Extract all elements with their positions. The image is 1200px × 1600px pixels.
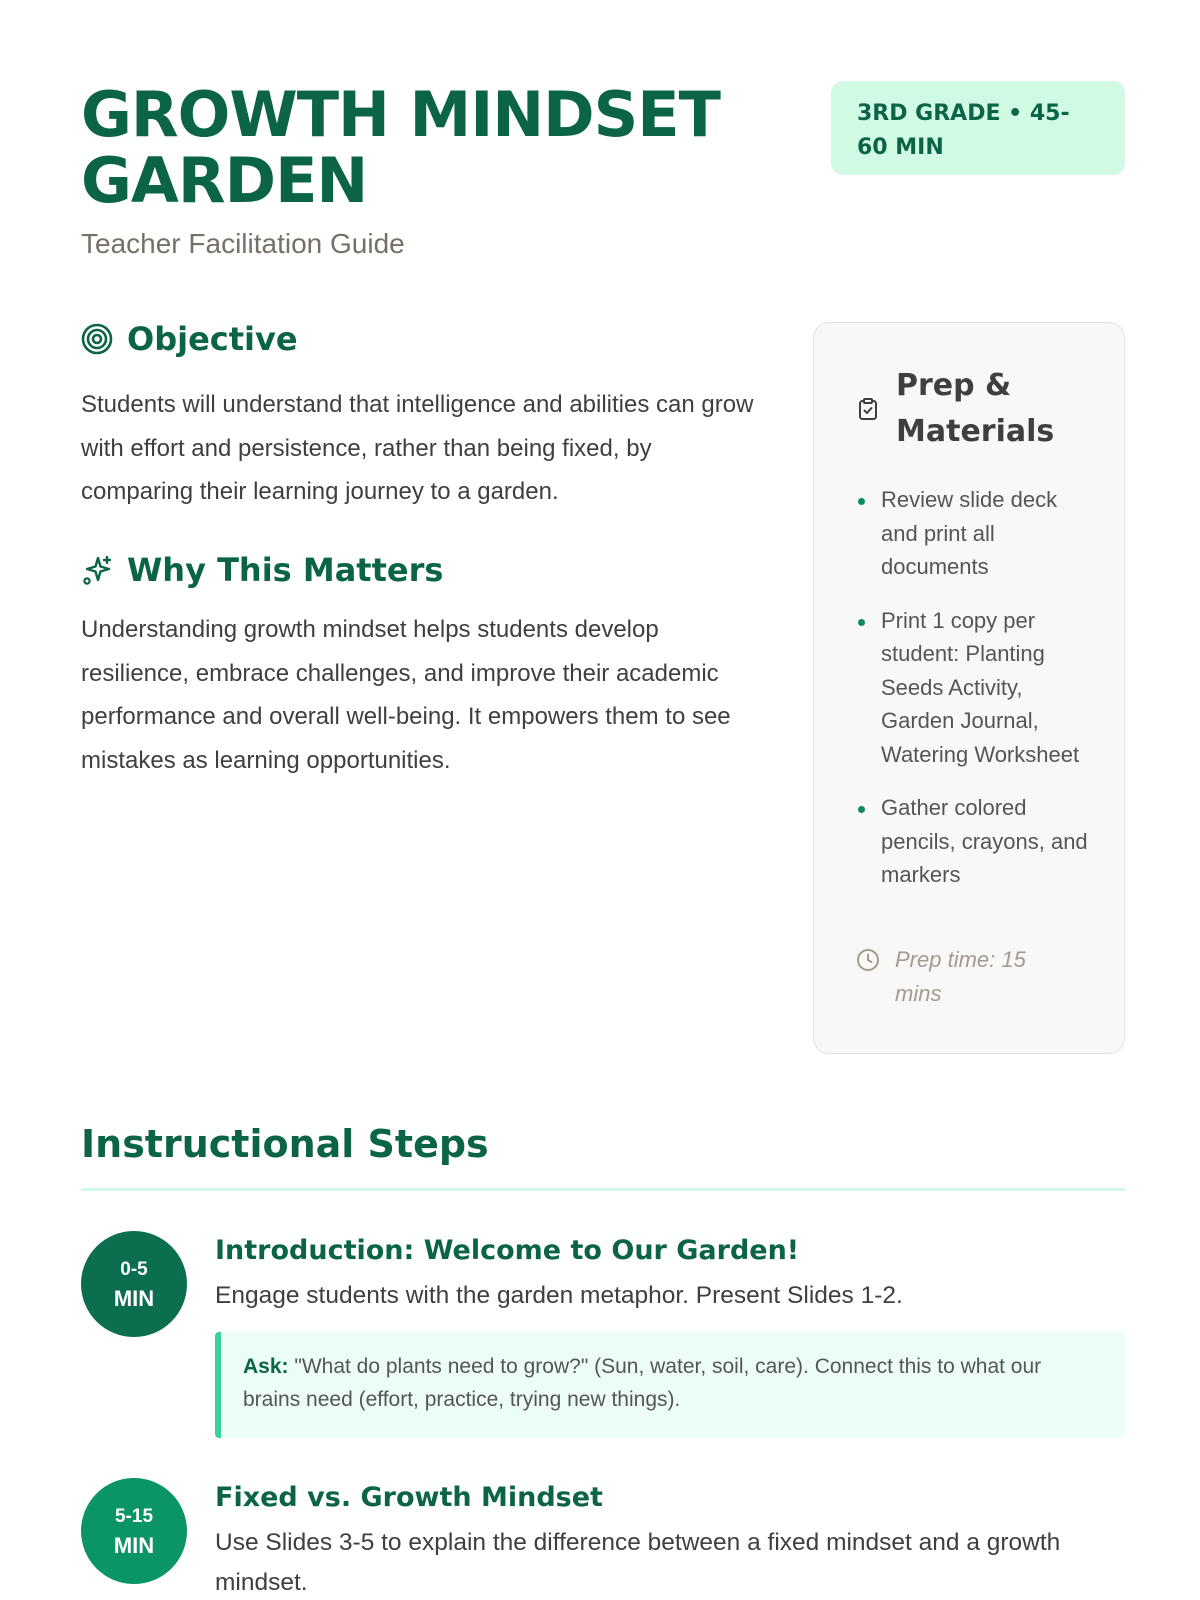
prep-time bbox=[856, 943, 1055, 1010]
objective-body: Students will understand that intelligence and abilities can grow with effort and persistence, rather than being fixed, by comparing their learning journey to a garden. bbox=[81, 391, 754, 505]
step-description: Use Slides 3-5 to explain the difference between a fixed mindset and a growth mindset. bbox=[215, 1529, 1061, 1596]
why-heading-text: Why This Matters bbox=[127, 551, 444, 589]
step-time-unit: MIN bbox=[113, 1286, 155, 1311]
prep-item: Gather colored pencils, crayons, and markers bbox=[856, 791, 1096, 892]
step-title: Introduction: Welcome to Our Garden! bbox=[215, 1235, 800, 1266]
why-heading bbox=[81, 551, 443, 589]
steps-heading: Instructional Steps bbox=[81, 1122, 489, 1166]
prep-list bbox=[856, 483, 1096, 912]
grade-duration-badge: 3RD GRADE • 45-60 MIN bbox=[831, 81, 1125, 175]
step-time-range: 0-5 bbox=[120, 1259, 148, 1280]
step-time-badge bbox=[81, 1231, 187, 1337]
prep-materials-card bbox=[813, 322, 1125, 1054]
step-time-unit: MIN bbox=[113, 1533, 155, 1558]
prep-heading bbox=[856, 363, 1096, 455]
clock-icon bbox=[856, 948, 880, 972]
step-title: Fixed vs. Growth Mindset bbox=[215, 1482, 603, 1513]
clipboard-check-icon bbox=[856, 397, 880, 421]
steps-divider bbox=[81, 1188, 1125, 1191]
target-icon bbox=[81, 323, 113, 355]
objective-heading bbox=[81, 320, 298, 358]
objective-heading-text: Objective bbox=[127, 320, 298, 358]
prep-item: Print 1 copy per student: Planting Seeds Activity, Garden Journal, Watering Worksheet bbox=[856, 604, 1096, 772]
step-time-badge bbox=[81, 1478, 187, 1584]
sparkles-icon bbox=[81, 554, 113, 586]
ask-callout bbox=[215, 1332, 1125, 1438]
step-description: Engage students with the garden metaphor. Present Slides 1-2. bbox=[215, 1282, 903, 1309]
prep-item: Review slide deck and print all documents bbox=[856, 483, 1096, 584]
ask-label: Ask: bbox=[243, 1355, 289, 1378]
prep-heading-text: Prep & Materials bbox=[896, 368, 1055, 449]
ask-text: "What do plants need to grow?" (Sun, water, soil, care). Connect this to what our brains need (effort, practice, trying new things). bbox=[243, 1355, 1042, 1411]
page-title: GROWTH MINDSET GARDEN bbox=[81, 78, 720, 217]
why-body: Understanding growth mindset helps students develop resilience, embrace challenges, and improve their academic performance and overall well-being. It empowers them to see mistakes as learning opportunities. bbox=[81, 616, 731, 774]
prep-time-text: Prep time: 15 mins bbox=[895, 947, 1026, 1006]
step-time-range: 5-15 bbox=[114, 1506, 154, 1527]
page-subtitle: Teacher Facilitation Guide bbox=[81, 228, 405, 259]
